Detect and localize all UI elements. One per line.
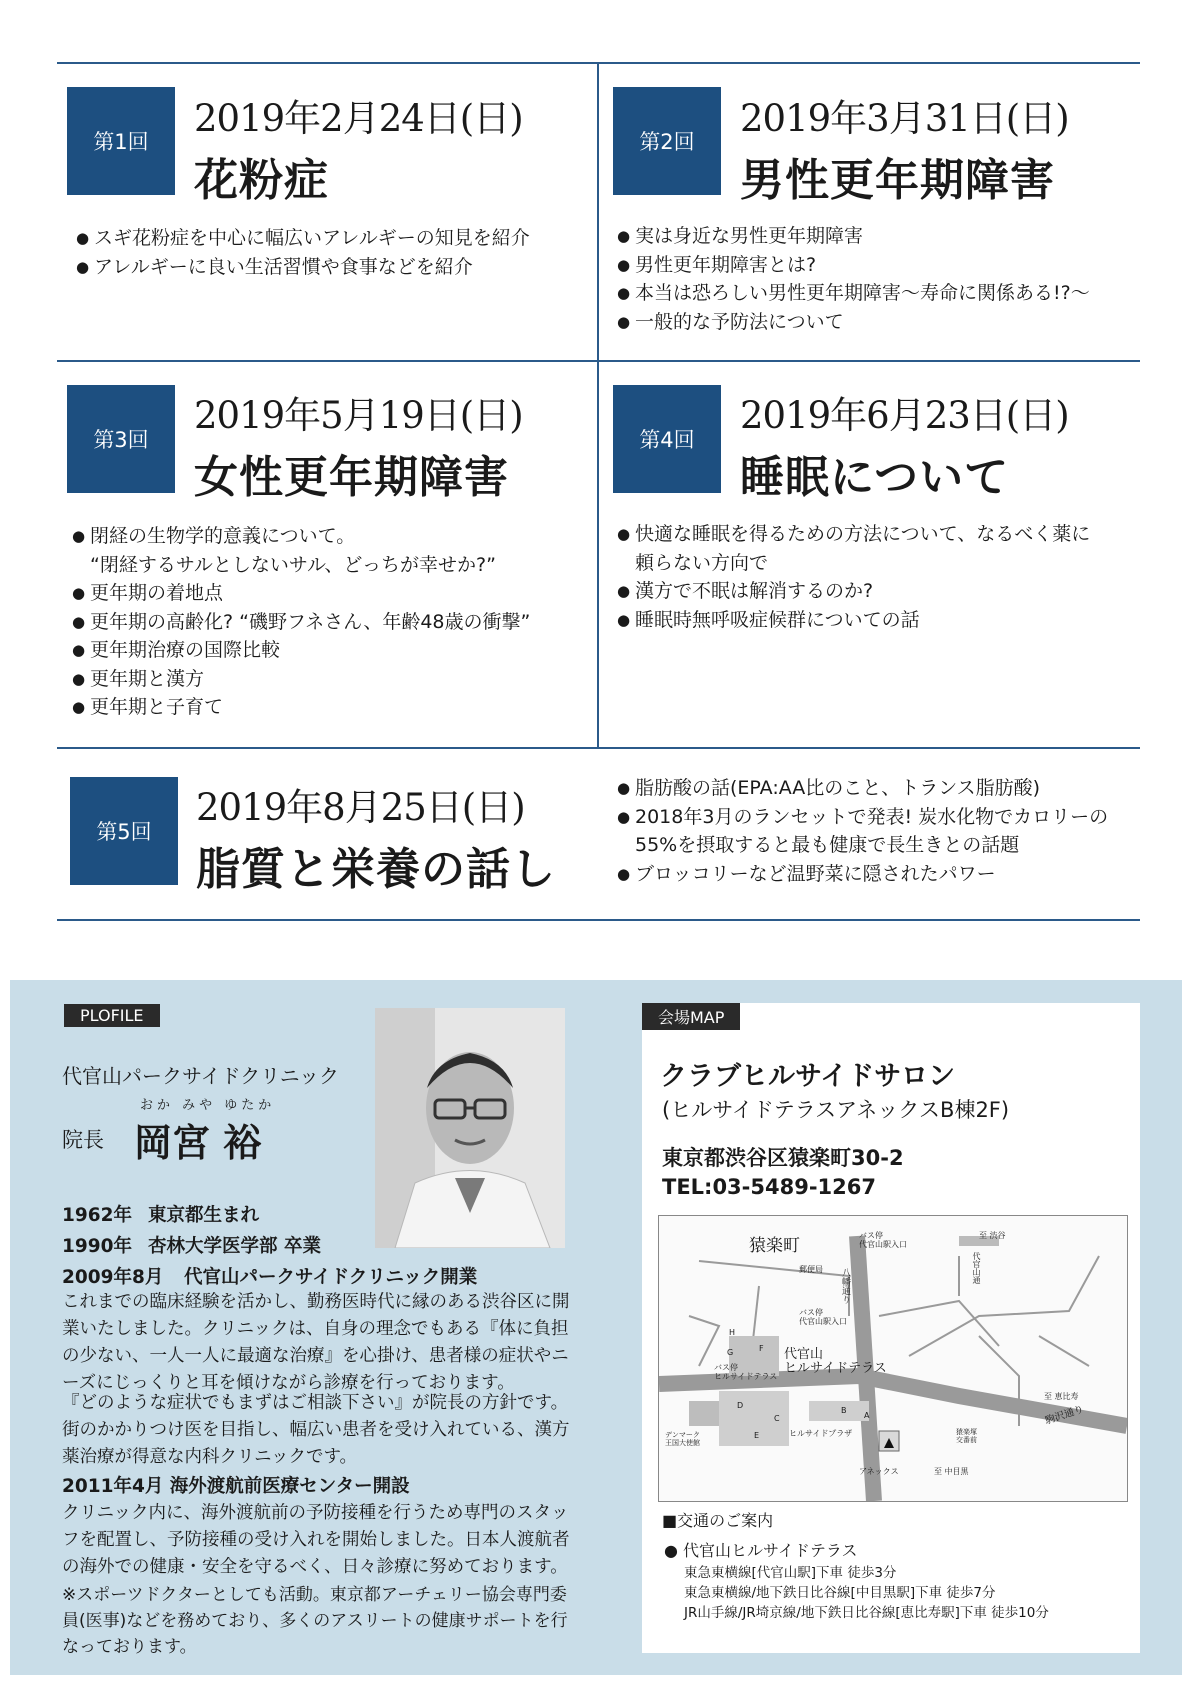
- access-item: JR山手線/JR埼京線/地下鉄日比谷線[恵比寿駅]下車 徒歩10分: [684, 1605, 1049, 1621]
- venue-building: (ヒルサイドテラスアネックスB棟2F): [662, 1098, 1010, 1122]
- map-label-hillside: 代官山 ヒルサイドテラス: [784, 1347, 887, 1376]
- session-date: 2019年8月25日(日): [196, 786, 525, 829]
- map-label-ebisu: 至 恵比寿: [1044, 1392, 1079, 1401]
- session-badge: 第2回: [613, 87, 721, 195]
- session-date: 2019年6月23日(日): [740, 394, 1069, 437]
- map-label-sarugaku: 猿楽町: [749, 1236, 800, 1256]
- profile-tag: PLOFILE: [64, 1004, 160, 1027]
- map-building-c: C: [774, 1414, 780, 1423]
- bullet-item: ● 一般的な予防法について: [617, 308, 1137, 337]
- history-list: [62, 1200, 477, 1293]
- bullet-item: ● 脂肪酸の話(EPA:AA比のこと、トランス脂肪酸): [617, 774, 1147, 803]
- access-list: [684, 1563, 1049, 1623]
- map-building-b: B: [841, 1406, 847, 1415]
- clinic-name: 代官山パークサイドクリニック: [62, 1064, 339, 1088]
- divider-vertical-1: [597, 62, 599, 360]
- venue-map: [658, 1215, 1128, 1502]
- session-badge: 第1回: [67, 87, 175, 195]
- session-date: 2019年5月19日(日): [194, 394, 523, 437]
- session-badge: 第5回: [70, 777, 178, 885]
- map-building-e: E: [754, 1431, 760, 1440]
- map-label-denmark: デンマーク 王国大使館: [665, 1431, 700, 1447]
- map-label-bus1: バス停 代官山駅入口: [859, 1231, 907, 1249]
- bullet-item: ● ブロッコリーなど温野菜に隠されたパワー: [617, 860, 1147, 889]
- session-badge: 第3回: [67, 385, 175, 493]
- map-label-shrine: 猿楽塚 交番前: [956, 1428, 977, 1444]
- map-building-h: H: [729, 1328, 736, 1337]
- bullet-item: ● 更年期治療の国際比較: [72, 636, 592, 665]
- venue-tel: TEL:03-5489-1267: [662, 1175, 876, 1199]
- venue-tag: 会場MAP: [642, 1003, 740, 1030]
- session-bullets: [76, 224, 586, 281]
- map-label-annex: アネックス: [859, 1467, 899, 1476]
- map-building-g: G: [727, 1348, 734, 1357]
- divider-bottom: [57, 919, 1140, 921]
- session-bullets: [617, 774, 1147, 888]
- session-badge: 第4回: [613, 385, 721, 493]
- map-label-komazawa: 駒沢通り: [1043, 1403, 1086, 1427]
- doctor-role: 院長: [62, 1128, 104, 1152]
- session-topic: 花粉症: [194, 155, 329, 206]
- profile-note: ※スポーツドクターとしても活動。東京都アーチェリー協会専門委員(医事)などを務めており、多くのアスリートの健康サポートを行なっております。: [62, 1585, 568, 1657]
- session-date: 2019年3月31日(日): [740, 97, 1069, 140]
- session-bullets: [617, 222, 1137, 336]
- session-date: 2019年2月24日(日): [194, 97, 523, 140]
- bullet-item: ● 更年期の着地点: [72, 579, 592, 608]
- access-title: ■交通のご案内: [662, 1511, 774, 1530]
- doctor-name-ruby: おか みや ゆたか: [140, 1098, 276, 1113]
- map-label-busstop3: バス停 ヒルサイドテラス: [714, 1363, 778, 1381]
- bullet-item: ● 本当は恐ろしい男性更年期障害〜寿命に関係ある!?〜: [617, 279, 1137, 308]
- history-item: 1962年 東京都生まれ: [62, 1205, 260, 1226]
- session-topic: 男性更年期障害: [740, 155, 1055, 206]
- bullet-item: ● 男性更年期障害とは?: [617, 251, 1137, 280]
- map-building-a: A: [864, 1411, 870, 1420]
- session-topic: 脂質と栄養の話し: [196, 844, 556, 895]
- profile-paragraph-2: 『どのような症状でもまずはご相談下さい』が院長の方針です。街のかかりつけ医を目指し、幅広い患者を受け入れている、漢方薬治療が得意な内科クリニックです。: [62, 1393, 570, 1467]
- bullet-item: ● スギ花粉症を中心に幅広いアレルギーの知見を紹介: [76, 224, 586, 253]
- map-label-shibuya: 至 渋谷: [979, 1231, 1006, 1240]
- profile-paragraph-3: クリニック内に、海外渡航前の予防接種を行うため専門のスタッフを配置し、予防接種の受け入れを開始しました。日本人渡航者の海外での健康・安全を守るべく、日々診療に努めております。: [62, 1503, 570, 1577]
- map-label-post: 郵便局: [799, 1265, 823, 1274]
- bullet-item: ● 漢方で不眠は解消するのか?: [617, 577, 1137, 606]
- map-label-hachiman: 八幡通り: [840, 1268, 850, 1304]
- history-item: 1990年 杏林大学医学部 卒業: [62, 1236, 321, 1257]
- divider-row2: [57, 747, 1140, 749]
- bullet-item: ● 更年期と子育て: [72, 693, 592, 722]
- history-item: 2009年8月 代官山パークサイドクリニック開業: [62, 1267, 478, 1288]
- bullet-item: ● 2018年3月のランセットで発表! 炭水化物でカロリーの 55%を摂取すると最も健康で長生きとの話題: [617, 803, 1147, 860]
- bullet-item: ● 快適な睡眠を得るための方法について、なるべく薬に 頼らない方向で: [617, 520, 1137, 577]
- session-bullets: [617, 520, 1137, 634]
- profile-paragraph-1: これまでの臨床経験を活かし、勤務医時代に縁のある渋谷区に開業いたしました。クリニックは、自身の理念でもある『体に負担の少ない、一人一人に最適な治療』を心掛け、患者様の症状やニーズにじっくりと耳を傾けながら診療を行っております。: [62, 1292, 570, 1393]
- history-2011: 2011年4月 海外渡航前医療センター開設: [62, 1476, 410, 1497]
- session-bullets: [72, 522, 592, 722]
- bullet-item: ● 実は身近な男性更年期障害: [617, 222, 1137, 251]
- bullet-item: ● 更年期の高齢化? “磯野フネさん、年齢48歳の衝撃”: [72, 608, 592, 637]
- map-building-d: D: [737, 1401, 744, 1410]
- access-place: ● 代官山ヒルサイドテラス: [664, 1541, 858, 1560]
- access-item: 東急東横線[代官山駅]下車 徒歩3分: [684, 1565, 897, 1581]
- session-topic: 睡眠について: [740, 452, 1010, 503]
- map-label-plaza: ヒルサイドプラザ: [789, 1429, 853, 1438]
- bullet-item: ● 睡眠時無呼吸症候群についての話: [617, 606, 1137, 635]
- doctor-name: 岡宮 裕: [134, 1120, 262, 1165]
- map-label-bus2: バス停 代官山駅入口: [799, 1308, 847, 1326]
- bullet-item: ● 更年期と漢方: [72, 665, 592, 694]
- access-item: 東急東横線/地下鉄日比谷線[中目黒駅]下車 徒歩7分: [684, 1585, 996, 1601]
- venue-name: クラブヒルサイドサロン: [660, 1061, 956, 1092]
- venue-address: 東京都渋谷区猿楽町30-2: [662, 1146, 904, 1170]
- bullet-item: ● 閉経の生物学的意義について。 “閉経するサルとしないサル、どっちが幸せか?”: [72, 522, 592, 579]
- map-building-f: F: [759, 1344, 764, 1353]
- map-roads-icon: [659, 1216, 1127, 1501]
- session-topic: 女性更年期障害: [194, 452, 509, 503]
- map-label-nakameguro: 至 中目黒: [934, 1467, 969, 1476]
- divider-vertical-2: [597, 360, 599, 747]
- map-label-daikanyama-dori: 代官山通: [972, 1252, 981, 1284]
- bullet-item: ● アレルギーに良い生活習慣や食事などを紹介: [76, 253, 586, 282]
